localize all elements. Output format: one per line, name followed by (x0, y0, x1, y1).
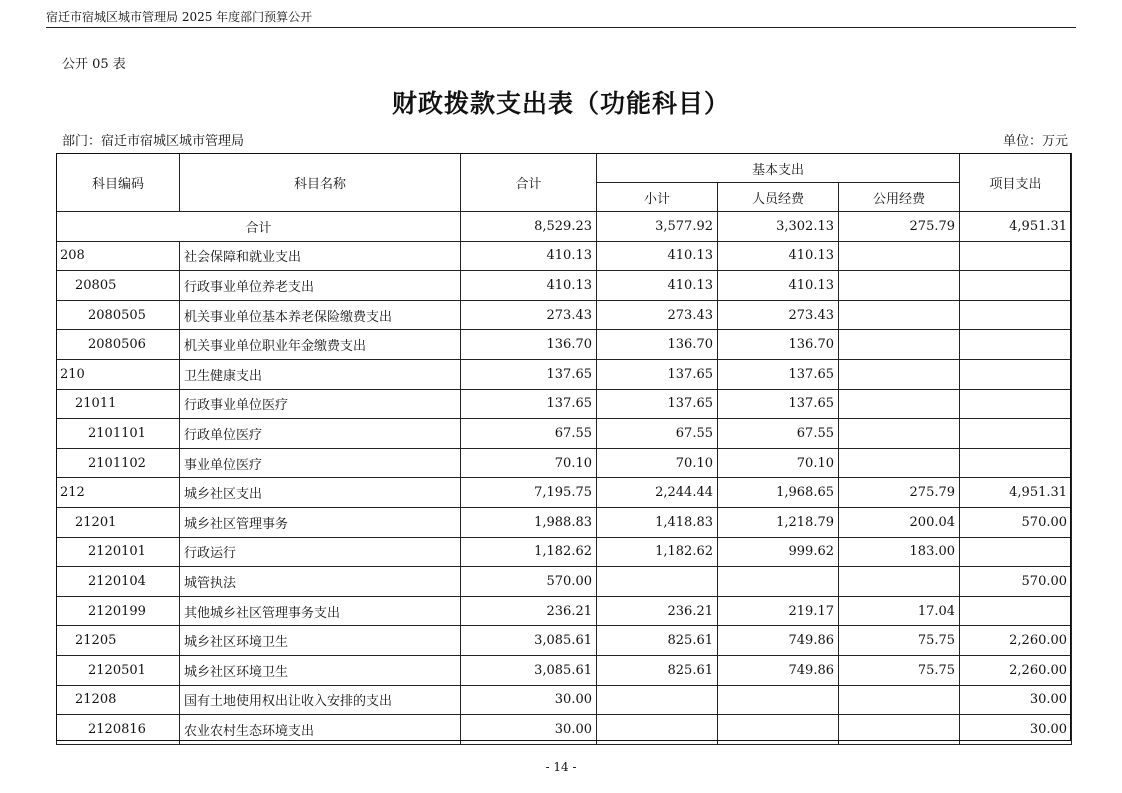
row-subtotal: 136.70 (597, 330, 718, 360)
row-subtotal: 1,182.62 (597, 537, 718, 567)
row-name: 城乡社区支出 (180, 478, 461, 508)
row-total: 137.65 (461, 389, 597, 419)
row-public (839, 241, 960, 271)
total-total: 8,529.23 (461, 212, 597, 242)
row-total: 570.00 (461, 567, 597, 597)
row-name: 城乡社区环境卫生 (180, 626, 461, 656)
row-code: 2080505 (57, 300, 180, 330)
row-code: 21011 (57, 389, 180, 419)
row-personnel (718, 567, 839, 597)
table-row (57, 626, 1072, 656)
row-public (839, 567, 960, 597)
header-basic: 基本支出 (597, 154, 960, 183)
row-personnel: 749.86 (718, 626, 839, 656)
row-personnel: 137.65 (718, 359, 839, 389)
table-row (57, 478, 1072, 508)
row-personnel: 137.65 (718, 389, 839, 419)
row-subtotal: 67.55 (597, 419, 718, 449)
table-row (57, 300, 1072, 330)
row-project (960, 448, 1072, 478)
department-label: 部门：宿迁市宿城区城市管理局 (62, 134, 245, 149)
row-name: 社会保障和就业支出 (180, 241, 461, 271)
row-name: 卫生健康支出 (180, 359, 461, 389)
row-total: 137.65 (461, 359, 597, 389)
row-subtotal (597, 685, 718, 715)
row-code: 2080506 (57, 330, 180, 360)
row-personnel: 70.10 (718, 448, 839, 478)
row-name: 城乡社区环境卫生 (180, 655, 461, 685)
row-public (839, 330, 960, 360)
row-public (839, 389, 960, 419)
row-subtotal: 410.13 (597, 271, 718, 301)
header-subtotal: 小计 (597, 183, 718, 212)
row-name: 机关事业单位职业年金缴费支出 (180, 330, 461, 360)
row-subtotal: 137.65 (597, 359, 718, 389)
document-header: 宿迁市宿城区城市管理局 2025 年度部门预算公开 (46, 10, 313, 24)
row-code: 2101101 (57, 419, 180, 449)
table-row (57, 359, 1072, 389)
table-row (57, 241, 1072, 271)
header-public: 公用经费 (839, 183, 960, 212)
row-total: 410.13 (461, 241, 597, 271)
row-subtotal: 2,244.44 (597, 478, 718, 508)
total-label: 合计 (57, 212, 461, 242)
row-project: 570.00 (960, 507, 1072, 537)
row-code: 2120199 (57, 596, 180, 626)
row-public (839, 419, 960, 449)
row-name: 城乡社区管理事务 (180, 507, 461, 537)
row-subtotal (597, 715, 718, 745)
page-number: - 14 - (545, 760, 577, 774)
row-total: 3,085.61 (461, 655, 597, 685)
row-personnel: 1,218.79 (718, 507, 839, 537)
row-name: 国有土地使用权出让收入安排的支出 (180, 685, 461, 715)
row-total: 67.55 (461, 419, 597, 449)
row-name: 城管执法 (180, 567, 461, 597)
table-row (57, 655, 1072, 685)
table-row (57, 567, 1072, 597)
row-name: 行政运行 (180, 537, 461, 567)
row-total: 236.21 (461, 596, 597, 626)
row-public (839, 685, 960, 715)
row-subtotal: 273.43 (597, 300, 718, 330)
row-public: 75.75 (839, 626, 960, 656)
row-personnel: 136.70 (718, 330, 839, 360)
table-row (57, 507, 1072, 537)
table-row (57, 330, 1072, 360)
row-public: 275.79 (839, 478, 960, 508)
row-name: 农业农村生态环境支出 (180, 715, 461, 745)
row-project: 30.00 (960, 685, 1072, 715)
row-project: 30.00 (960, 715, 1072, 745)
row-subtotal: 1,418.83 (597, 507, 718, 537)
row-name: 机关事业单位基本养老保险缴费支出 (180, 300, 461, 330)
header-personnel: 人员经费 (718, 183, 839, 212)
row-name: 行政事业单位养老支出 (180, 271, 461, 301)
row-personnel: 1,968.65 (718, 478, 839, 508)
total-row (57, 212, 1072, 242)
total-public: 275.79 (839, 212, 960, 242)
row-total: 3,085.61 (461, 626, 597, 656)
row-public (839, 715, 960, 745)
row-personnel: 219.17 (718, 596, 839, 626)
header-name: 科目名称 (180, 154, 461, 212)
row-project (960, 271, 1072, 301)
row-public: 17.04 (839, 596, 960, 626)
row-project (960, 300, 1072, 330)
row-public (839, 271, 960, 301)
row-personnel: 410.13 (718, 271, 839, 301)
row-code: 20805 (57, 271, 180, 301)
row-subtotal: 410.13 (597, 241, 718, 271)
unit-label: 单位：万元 (1002, 134, 1068, 149)
row-public (839, 359, 960, 389)
header-total: 合计 (461, 154, 597, 212)
row-code: 210 (57, 359, 180, 389)
table-row (57, 271, 1072, 301)
row-subtotal: 825.61 (597, 626, 718, 656)
table-row (57, 419, 1072, 449)
row-code: 212 (57, 478, 180, 508)
row-public: 183.00 (839, 537, 960, 567)
table-header (57, 154, 1072, 212)
row-personnel (718, 685, 839, 715)
row-project: 570.00 (960, 567, 1072, 597)
row-total: 30.00 (461, 685, 597, 715)
row-code: 208 (57, 241, 180, 271)
row-name: 行政事业单位医疗 (180, 389, 461, 419)
row-public (839, 300, 960, 330)
row-name: 其他城乡社区管理事务支出 (180, 596, 461, 626)
row-project (960, 330, 1072, 360)
row-name: 事业单位医疗 (180, 448, 461, 478)
header-rule (46, 27, 1076, 28)
row-code: 2120101 (57, 537, 180, 567)
row-subtotal: 137.65 (597, 389, 718, 419)
row-project: 2,260.00 (960, 655, 1072, 685)
row-total: 1,182.62 (461, 537, 597, 567)
row-total: 273.43 (461, 300, 597, 330)
row-project (960, 359, 1072, 389)
header-code: 科目编码 (57, 154, 180, 212)
row-project: 2,260.00 (960, 626, 1072, 656)
row-personnel: 749.86 (718, 655, 839, 685)
table-row (57, 389, 1072, 419)
table-body (57, 212, 1072, 745)
table-row (57, 715, 1072, 745)
row-project (960, 596, 1072, 626)
table-row (57, 685, 1072, 715)
row-public: 75.75 (839, 655, 960, 685)
row-project (960, 537, 1072, 567)
table-row (57, 448, 1072, 478)
row-personnel: 67.55 (718, 419, 839, 449)
total-subtotal: 3,577.92 (597, 212, 718, 242)
row-code: 2120501 (57, 655, 180, 685)
row-personnel: 999.62 (718, 537, 839, 567)
row-project (960, 419, 1072, 449)
row-subtotal: 236.21 (597, 596, 718, 626)
row-name: 行政单位医疗 (180, 419, 461, 449)
row-subtotal: 70.10 (597, 448, 718, 478)
row-code: 21208 (57, 685, 180, 715)
row-personnel: 273.43 (718, 300, 839, 330)
row-public (839, 448, 960, 478)
table-row (57, 537, 1072, 567)
row-personnel: 410.13 (718, 241, 839, 271)
row-code: 2101102 (57, 448, 180, 478)
row-project (960, 389, 1072, 419)
row-code: 2120816 (57, 715, 180, 745)
row-total: 7,195.75 (461, 478, 597, 508)
table-id: 公开 05 表 (62, 57, 126, 72)
row-total: 1,988.83 (461, 507, 597, 537)
expenditure-table (56, 153, 1072, 745)
row-total: 70.10 (461, 448, 597, 478)
row-code: 21201 (57, 507, 180, 537)
row-subtotal (597, 567, 718, 597)
total-project: 4,951.31 (960, 212, 1072, 242)
row-code: 2120104 (57, 567, 180, 597)
row-total: 136.70 (461, 330, 597, 360)
row-public: 200.04 (839, 507, 960, 537)
row-personnel (718, 715, 839, 745)
row-total: 410.13 (461, 271, 597, 301)
header-project: 项目支出 (960, 154, 1072, 212)
row-total: 30.00 (461, 715, 597, 745)
page-title: 财政拨款支出表（功能科目） (391, 89, 730, 118)
row-subtotal: 825.61 (597, 655, 718, 685)
table-row (57, 596, 1072, 626)
total-personnel: 3,302.13 (718, 212, 839, 242)
row-project (960, 241, 1072, 271)
row-project: 4,951.31 (960, 478, 1072, 508)
row-code: 21205 (57, 626, 180, 656)
